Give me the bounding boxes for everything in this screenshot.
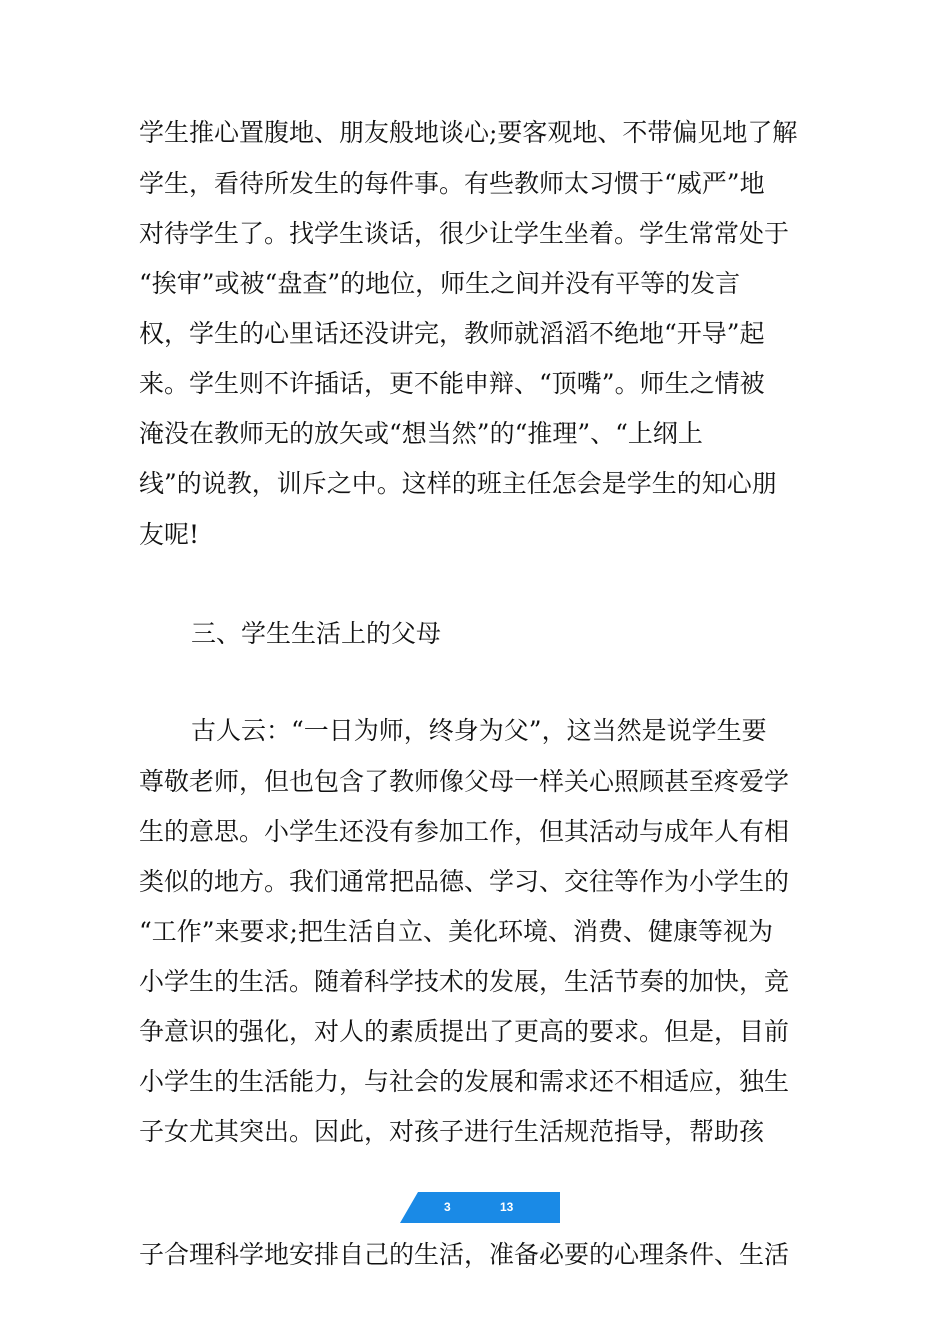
- text-line: 淹没在教师无的放矢或“想当然”的“推理”、“上纲上: [139, 419, 703, 448]
- page-number-badge: [400, 1192, 560, 1223]
- text-line: 子合理科学地安排自己的生活，准备必要的心理条件、生活: [139, 1240, 790, 1269]
- page-badge-shape: [400, 1192, 560, 1223]
- text-line: 子女尤其突出。因此，对孩子进行生活规范指导，帮助孩: [139, 1117, 765, 1146]
- text-line: 类似的地方。我们通常把品德、学习、交往等作为小学生的: [139, 867, 790, 896]
- text-line: 权，学生的心里话还没讲完，教师就滔滔不绝地“开导”起: [139, 319, 765, 348]
- section-heading: 三、学生生活上的父母: [191, 619, 442, 648]
- text-line: 学生推心置腹地、朋友般地谈心;要客观地、不带偏见地了解: [139, 118, 798, 147]
- text-line: 来。学生则不许插话，更不能申辩、“顶嘴”。师生之情被: [139, 369, 765, 398]
- text-line: 古人云：“一日为师，终身为父”，这当然是说学生要: [191, 716, 767, 745]
- text-line: 友呢!: [139, 520, 200, 549]
- text-line: 争意识的强化，对人的素质提出了更高的要求。但是，目前: [139, 1017, 790, 1046]
- total-page-number: 13: [500, 1200, 514, 1214]
- text-line: 线”的说教，训斥之中。这样的班主任怎会是学生的知心朋: [139, 469, 777, 498]
- text-line: 学生，看待所发生的每件事。有些教师太习惯于“威严”地: [139, 169, 765, 198]
- text-line: 生的意思。小学生还没有参加工作，但其活动与成年人有相: [139, 817, 790, 846]
- text-line: “挨审”或被“盘查”的地位，师生之间并没有平等的发言: [139, 269, 741, 298]
- text-line: 小学生的生活。随着科学技术的发展，生活节奏的加快，竞: [139, 967, 790, 996]
- text-line: “工作”来要求;把生活自立、美化环境、消费、健康等视为: [139, 917, 773, 946]
- current-page-number: 3: [444, 1200, 451, 1214]
- text-line: 尊敬老师，但也包含了教师像父母一样关心照顾甚至疼爱学: [139, 767, 790, 796]
- text-line: 对待学生了。找学生谈话，很少让学生坐着。学生常常处于: [139, 219, 790, 248]
- text-line: 小学生的生活能力，与社会的发展和需求还不相适应，独生: [139, 1067, 790, 1096]
